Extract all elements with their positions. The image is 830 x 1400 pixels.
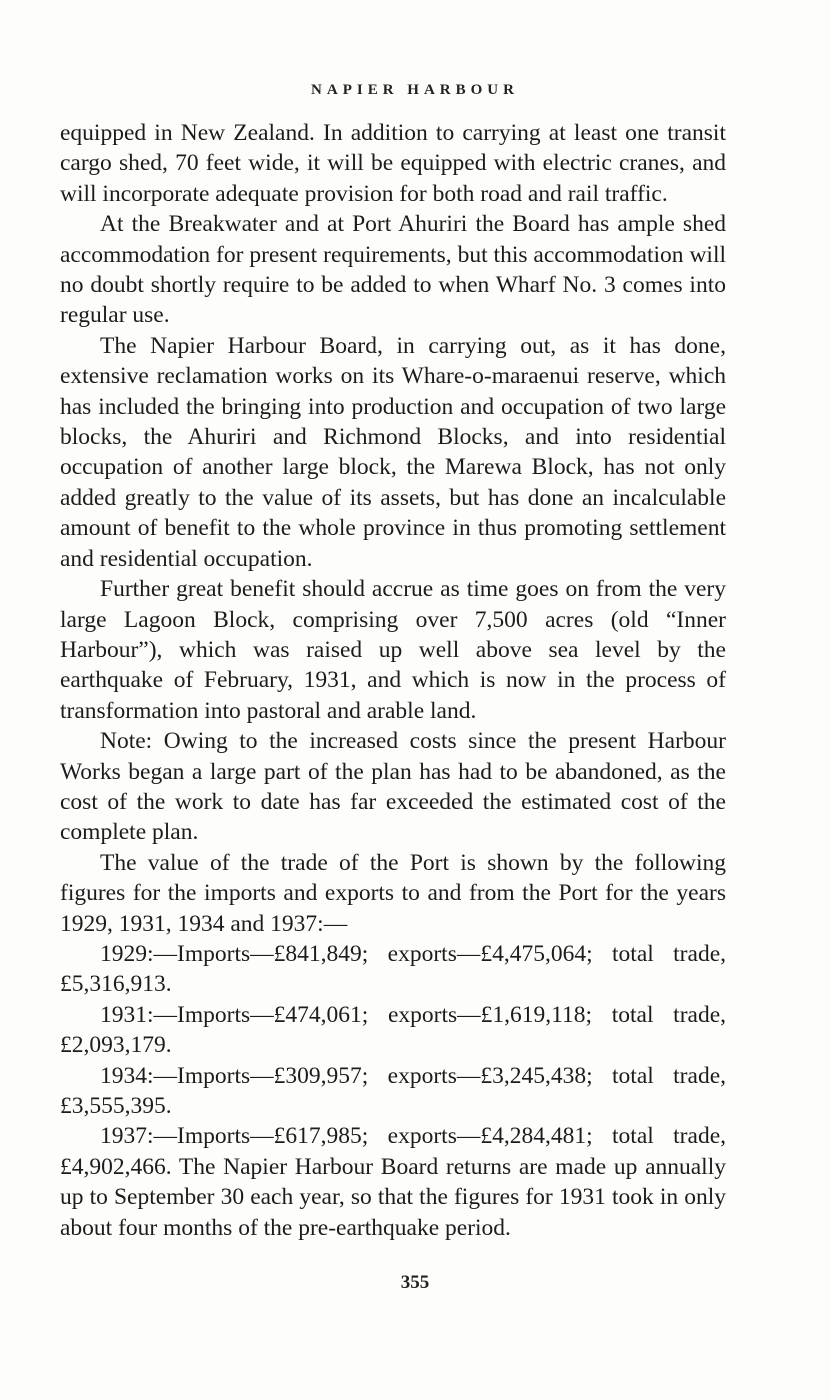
paragraph-note: Note: Owing to the increased costs since the present Harbour Works began a large part of the plan has had to be abandoned, as the cost of the work to date has far exceeded the estimated cost of the complete plan. [60, 728, 726, 846]
running-head: NAPIER HARBOUR [311, 82, 519, 98]
trade-figures-1934: 1934:—Imports—£309,957; exports—£3,245,438; total trade, £3,555,395. [60, 1062, 726, 1119]
paragraph-reclamation-works: The Napier Harbour Board, in carrying out, as it has done, extensive reclamation works on its Whare-o-maraenui reserve, which has included the bringing into production and occupation of two large blocks, the Ahuriri and Richmond Blocks, and into residential occupation of another large block, the Marewa Block, has not only added greatly to the value of its assets, but has done an incalculable amount of benefit to the whole province in thus promoting settlement and residential occupation. [60, 332, 726, 572]
trade-figures-1937: 1937:—Imports—£617,985; exports—£4,284,481; total trade, £4,902,466. The Napier Harbour Board returns are made up annually up to September 30 each year, so that the figures for 1931 took in only about four months of the pre-earthquake period. [60, 1123, 726, 1241]
trade-figures-1929: 1929:—Imports—£841,849; exports—£4,475,064; total trade, £5,316,913. [60, 940, 726, 998]
trade-figures-1931: 1931:—Imports—£474,061; exports—£1,619,118; total trade, £2,093,179. [60, 1001, 726, 1059]
paragraph-trade-intro: The value of the trade of the Port is shown by the following figures for the imports and exports to and from the Port for the years 1929, 1931, 1934 and 1937:— [60, 849, 726, 937]
paragraph-continuation: equipped in New Zealand. In addition to carrying at least one transit cargo shed, 70 feet wide, it will be equipped with electric cranes, and will incorporate adequate provision for both road and rail traffic. [60, 120, 726, 207]
page-number: 355 [400, 1272, 430, 1293]
paragraph-shed-accommodation: At the Breakwater and at Port Ahuriri the Board has ample shed accommodation for present requirements, but this accommodation will no doubt shortly require to be added to when Wharf No. 3 comes into regular use. [60, 211, 726, 329]
paragraph-lagoon-block: Further great benefit should accrue as time goes on from the very large Lagoon Block, comprising over 7,500 acres (old “Inner Harbour”), which was raised up well above sea level by the earthquake of February, 1931, and which is now in the process of transformation into pastoral and arable land. [60, 576, 726, 724]
body-text [60, 118, 726, 1243]
